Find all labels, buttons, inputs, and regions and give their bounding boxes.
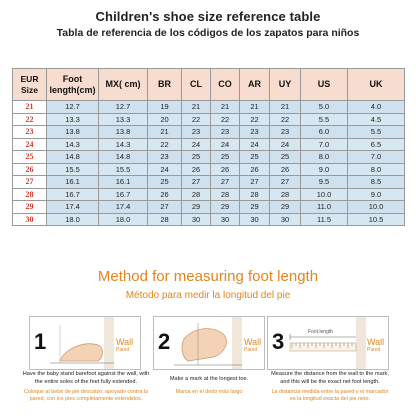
method-title-english: Method for measuring foot length	[97, 268, 319, 285]
table-cell: 6.0	[301, 126, 348, 139]
table-cell: 30	[211, 213, 240, 226]
table-cell: 23	[240, 126, 270, 139]
table-cell: 16.7	[99, 188, 148, 201]
table-cell: 21	[182, 101, 211, 114]
column-header: Foot length(cm)	[47, 69, 99, 101]
wall-label: Wall Pared	[244, 337, 262, 353]
table-cell: 23	[270, 126, 301, 139]
column-header: BR	[148, 69, 182, 101]
table-cell: 29	[211, 201, 240, 214]
table-cell: 13.8	[47, 126, 99, 139]
step-3-panel	[267, 316, 389, 370]
step-number: 1	[34, 329, 47, 354]
table-cell: 10.0	[301, 188, 348, 201]
step-number: 2	[158, 329, 171, 354]
table-cell: 22	[211, 113, 240, 126]
table-cell: 24	[270, 138, 301, 151]
step-1-caption: Have the baby stand barefoot against the wall, with the entire soles of the feet fully extended.	[22, 371, 150, 385]
table-cell: 8.0	[348, 163, 405, 176]
table-cell: 11.0	[301, 201, 348, 214]
table-cell: 21	[270, 101, 301, 114]
eur-size-cell: 23	[13, 126, 47, 139]
table-cell: 24	[211, 138, 240, 151]
eur-size-cell: 22	[13, 113, 47, 126]
table-cell: 8.0	[301, 151, 348, 164]
table-cell: 6.5	[348, 138, 405, 151]
title-english: Children's shoe size reference table	[95, 9, 321, 24]
table-row	[13, 201, 405, 214]
table-cell: 22	[148, 138, 182, 151]
table-cell: 28	[148, 213, 182, 226]
table-cell: 27	[270, 176, 301, 189]
table-cell: 23	[148, 151, 182, 164]
method-title-spanish: Método para medir la longitud del pie	[125, 290, 291, 301]
column-header: MX( cm)	[99, 69, 148, 101]
table-cell: 21	[211, 101, 240, 114]
column-header: US	[301, 69, 348, 101]
table-cell: 26	[270, 163, 301, 176]
table-cell: 23	[211, 126, 240, 139]
table-cell: 24	[182, 138, 211, 151]
column-header: CL	[182, 69, 211, 101]
table-row	[13, 151, 405, 164]
table-cell: 7.0	[301, 138, 348, 151]
table-cell: 25	[270, 151, 301, 164]
eur-size-cell: 24	[13, 138, 47, 151]
table-cell: 16.1	[47, 176, 99, 189]
table-cell: 5.0	[301, 101, 348, 114]
column-header: UY	[270, 69, 301, 101]
column-header: UK	[348, 69, 405, 101]
table-cell: 7.0	[348, 151, 405, 164]
table-cell: 13.3	[99, 113, 148, 126]
table-cell: 25	[211, 151, 240, 164]
table-row	[13, 138, 405, 151]
table-cell: 29	[240, 201, 270, 214]
table-cell: 11.5	[301, 213, 348, 226]
step-2-panel	[153, 316, 265, 370]
table-cell: 13.8	[99, 126, 148, 139]
table-cell: 17.4	[47, 201, 99, 214]
table-cell: 13.3	[47, 113, 99, 126]
table-cell: 27	[240, 176, 270, 189]
table-cell: 15.5	[99, 163, 148, 176]
eur-size-cell: 28	[13, 188, 47, 201]
table-row	[13, 113, 405, 126]
step-1-caption-spanish: Coloque al bebé de pie descalzo, apoyado contra la pared, con los pies completamente extendidos.	[23, 389, 149, 402]
table-cell: 9.0	[348, 188, 405, 201]
eur-size-cell: 26	[13, 163, 47, 176]
table-cell: 23	[182, 126, 211, 139]
table-cell: 12.7	[99, 101, 148, 114]
foot-length-label: Foot length	[308, 329, 334, 335]
table-row	[13, 101, 405, 114]
table-cell: 28	[270, 188, 301, 201]
table-cell: 27	[211, 176, 240, 189]
table-cell: 14.8	[99, 151, 148, 164]
table-cell: 25	[240, 151, 270, 164]
table-cell: 14.3	[99, 138, 148, 151]
table-cell: 24	[240, 138, 270, 151]
eur-size-cell: 30	[13, 213, 47, 226]
table-cell: 29	[182, 201, 211, 214]
step-number: 3	[272, 329, 285, 354]
table-cell: 30	[240, 213, 270, 226]
table-row	[13, 176, 405, 189]
table-cell: 4.0	[348, 101, 405, 114]
table-cell: 10.0	[348, 201, 405, 214]
table-cell: 22	[270, 113, 301, 126]
eur-size-cell: 25	[13, 151, 47, 164]
eur-size-cell: 21	[13, 101, 47, 114]
table-cell: 28	[182, 188, 211, 201]
table-cell: 17.4	[99, 201, 148, 214]
table-cell: 28	[211, 188, 240, 201]
table-cell: 27	[148, 201, 182, 214]
table-cell: 4.5	[348, 113, 405, 126]
table-cell: 12.7	[47, 101, 99, 114]
table-cell: 30	[182, 213, 211, 226]
table-cell: 20	[148, 113, 182, 126]
table-cell: 10.5	[348, 213, 405, 226]
table-cell: 29	[270, 201, 301, 214]
table-cell: 27	[182, 176, 211, 189]
table-cell: 21	[240, 101, 270, 114]
table-cell: 24	[148, 163, 182, 176]
table-cell: 22	[240, 113, 270, 126]
wall-label: Wall Pared	[116, 337, 134, 353]
eur-size-cell: 29	[13, 201, 47, 214]
column-header: CO	[211, 69, 240, 101]
table-cell: 5.5	[301, 113, 348, 126]
wall-label: Wall Pared	[367, 337, 385, 353]
column-header: AR	[240, 69, 270, 101]
table-cell: 30	[270, 213, 301, 226]
step-1-panel	[29, 316, 141, 370]
table-cell: 9.5	[301, 176, 348, 189]
table-row	[13, 126, 405, 139]
table-cell: 15.5	[47, 163, 99, 176]
title-spanish: Tabla de referencia de los códigos de los zapatos para niños	[56, 27, 360, 39]
table-cell: 26	[148, 188, 182, 201]
table-cell: 22	[182, 113, 211, 126]
table-row	[13, 188, 405, 201]
column-header: EUR Size	[13, 69, 47, 101]
table-cell: 9.0	[301, 163, 348, 176]
table-cell: 14.8	[47, 151, 99, 164]
table-cell: 26	[211, 163, 240, 176]
table-header-row	[13, 69, 405, 101]
step-3-caption-spanish: La distancia medida entre la pared y el marcador es la longitud exacta del pie neto.	[271, 389, 389, 402]
table-cell: 26	[182, 163, 211, 176]
step-2-caption-spanish: Marca en el dedo más largo	[175, 389, 243, 395]
eur-size-cell: 27	[13, 176, 47, 189]
table-cell: 16.1	[99, 176, 148, 189]
table-row	[13, 213, 405, 226]
table-cell: 28	[240, 188, 270, 201]
table-cell: 8.5	[348, 176, 405, 189]
table-row	[13, 163, 405, 176]
table-cell: 21	[148, 126, 182, 139]
size-table	[12, 68, 405, 226]
table-cell: 25	[148, 176, 182, 189]
table-cell: 16.7	[47, 188, 99, 201]
table-cell: 25	[182, 151, 211, 164]
step-3-caption: Measure the distance from the wall to the mark, and this will be the exact net foot length.	[271, 371, 389, 385]
table-cell: 5.5	[348, 126, 405, 139]
table-cell: 14.3	[47, 138, 99, 151]
table-cell: 26	[240, 163, 270, 176]
step-2-caption: Make a mark at the longest toe.	[169, 376, 249, 382]
table-cell: 19	[148, 101, 182, 114]
table-cell: 18.0	[47, 213, 99, 226]
table-cell: 18.0	[99, 213, 148, 226]
